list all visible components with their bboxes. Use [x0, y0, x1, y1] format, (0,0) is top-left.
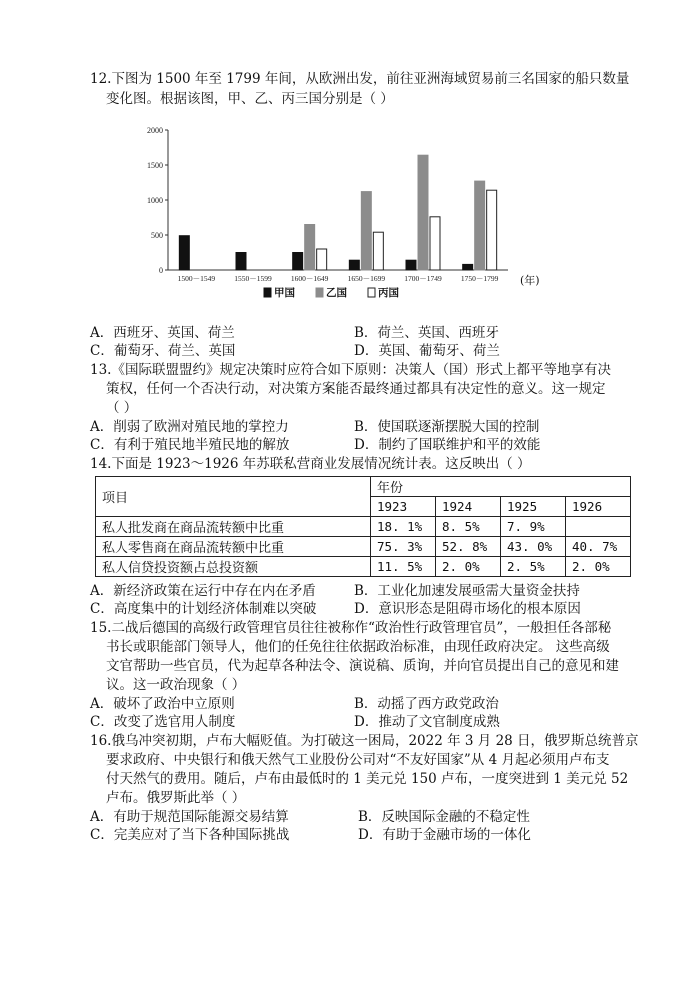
bar-甲国	[406, 260, 416, 270]
table-cell: 7. 9%	[501, 517, 566, 537]
y-tick-label: 0	[159, 266, 163, 275]
y-tick-label: 1500	[147, 161, 163, 170]
y-tick-label: 500	[151, 231, 163, 240]
q13-option-b[interactable]: B．使国联逐渐摆脱大国的控制	[354, 419, 540, 435]
x-tick-label: 1750－1799	[460, 274, 499, 283]
table-year-1923: 1923	[371, 497, 436, 517]
legend-swatch-丙国	[368, 288, 375, 297]
y-tick-label: 2000	[147, 126, 163, 135]
table-cell: 40. 7%	[566, 537, 631, 557]
bar-甲国	[463, 264, 473, 270]
q15-option-a[interactable]: A．破坏了政治中立原则	[90, 696, 235, 712]
q14-option-b[interactable]: B．工业化加速发展亟需大量资金扶持	[354, 583, 580, 599]
bar-甲国	[179, 236, 189, 270]
table-cell: 2. 5%	[501, 557, 566, 577]
q12-stem-line2: 变化图。根据该图，甲、乙、丙三国分别是（ ）	[106, 91, 394, 107]
table-cell: 18. 1%	[371, 517, 436, 537]
table-cell: 52. 8%	[436, 537, 501, 557]
bar-丙国	[487, 190, 497, 270]
bar-乙国	[418, 155, 428, 270]
x-tick-label: 1550－1599	[234, 274, 272, 283]
q15-stem-line3: 文官帮助一些官员，代为起草各种法令、演说稿、质询，并向官员提出自己的意见和建	[106, 658, 619, 674]
q16-stem-line4: 卢布。俄罗斯此举（ ）	[106, 790, 246, 806]
legend-label-甲国: 甲国	[274, 287, 295, 299]
chart-bars	[179, 155, 496, 270]
table-header-year: 年份	[371, 477, 631, 497]
q12-stem-line1: 12.下图为 1500 年至 1799 年间，从欧洲出发，前往亚洲海域贸易前三名国家的船只数量	[90, 71, 630, 87]
table-cell: 2. 0%	[566, 557, 631, 577]
x-tick-label: 1600－1649	[290, 274, 329, 283]
legend-swatch-甲国	[264, 288, 271, 297]
table-cell: 8. 5%	[436, 517, 501, 537]
q16-stem-line1: 16.俄乌冲突初期，卢布大幅贬值。为打破这一困局，2022 年 3 月 28 日，俄罗斯总统普京	[90, 733, 639, 749]
table-year-1925: 1925	[501, 497, 566, 517]
q14-stem-line1: 14.下面是 1923～1926 年苏联私营商业发展情况统计表。这反映出（ ）	[90, 456, 531, 472]
row-label: 私人零售商在商品流转额中比重	[96, 537, 371, 557]
bar-乙国	[475, 181, 485, 270]
bar-丙国	[317, 249, 327, 270]
private-commerce-table	[95, 476, 631, 577]
q15-option-b[interactable]: B．动摇了西方政党政治	[354, 696, 499, 712]
y-tick-label: 1000	[147, 196, 163, 205]
bar-丙国	[430, 217, 440, 270]
q16-option-d[interactable]: D．有助于金融市场的一体化	[358, 827, 531, 843]
q15-stem-line1: 15.二战后德国的高级行政管理官员往往被称作“政治性行政管理官员”，一般担任各部秘	[90, 620, 612, 636]
table-cell: 75. 3%	[371, 537, 436, 557]
x-tick-label: 1650－1699	[347, 274, 386, 283]
q15-stem-line4: 议。这一政治现象（ ）	[106, 677, 246, 693]
table-header-item: 项目	[96, 477, 371, 517]
q15-stem-line2: 书长或职能部门领导人，他们的任免往往依据政治标准，由现任政府决定。 这些高级	[106, 639, 610, 655]
bar-甲国	[293, 253, 303, 271]
x-axis-label: (年)	[520, 274, 540, 287]
legend-swatch-乙国	[316, 288, 323, 297]
ship-count-bar-chart	[140, 120, 540, 310]
bar-甲国	[349, 260, 359, 270]
q16-stem-line3: 付天然气的费用。随后，卢布由最低时的 1 美元兑 150 卢布，一度突进到 1 美元兑 52	[106, 771, 629, 787]
legend-label-丙国: 丙国	[378, 287, 399, 299]
row-label: 私人批发商在商品流转额中比重	[96, 517, 371, 537]
q13-stem-line1: 13.《国际联盟盟约》规定决策时应符合如下原则：决策人（国）形式上都平等地享有决	[90, 362, 611, 378]
row-label: 私人信贷投资额占总投资额	[96, 557, 371, 577]
q14-option-a[interactable]: A．新经济政策在运行中存在内在矛盾	[90, 583, 316, 599]
bar-甲国	[236, 253, 246, 271]
table-cell: 2. 0%	[436, 557, 501, 577]
table-cell	[566, 517, 631, 537]
chart-axes	[165, 130, 508, 270]
q12-option-c[interactable]: C．葡萄牙、荷兰、英国	[90, 343, 236, 359]
table-row	[96, 517, 631, 537]
q12-option-a[interactable]: A．西班牙、英国、荷兰	[90, 325, 235, 341]
legend-label-乙国: 乙国	[326, 287, 347, 299]
q13-option-c[interactable]: C．有利于殖民地半殖民地的解放	[90, 437, 290, 453]
table-cell: 43. 0%	[501, 537, 566, 557]
x-tick-label: 1700－1749	[404, 274, 442, 283]
q13-stem-line3: （ ）	[106, 400, 138, 416]
q13-option-d[interactable]: D．制约了国联维护和平的效能	[354, 437, 541, 453]
q14-option-d[interactable]: D．意识形态是阻碍市场化的根本原因	[354, 601, 581, 617]
table-year-1924: 1924	[436, 497, 501, 517]
table-row	[96, 557, 631, 577]
bar-乙国	[361, 192, 371, 270]
q16-option-a[interactable]: A．有助于规范国际能源交易结算	[90, 809, 289, 825]
table-year-1926: 1926	[566, 497, 631, 517]
q14-option-c[interactable]: C．高度集中的计划经济体制难以突破	[90, 601, 317, 617]
x-tick-label: 1500－1549	[177, 274, 216, 283]
q16-option-b[interactable]: B．反映国际金融的不稳定性	[358, 809, 530, 825]
chart-legend	[264, 286, 399, 299]
table-row	[96, 537, 631, 557]
q13-stem-line2: 策权，任何一个否决行动，对决策方案能否最终通过都具有决定性的意义。这一规定	[106, 381, 606, 397]
q16-stem-line2: 要求政府、中央银行和俄天然气工业股份公司对“不友好国家”从 4 月起必须用卢布支	[106, 752, 610, 768]
q16-option-c[interactable]: C．完美应对了当下各种国际挑战	[90, 827, 290, 843]
q12-option-d[interactable]: D．英国、葡萄牙、荷兰	[354, 343, 500, 359]
bar-丙国	[373, 232, 383, 270]
q13-option-a[interactable]: A．削弱了欧洲对殖民地的掌控力	[90, 419, 289, 435]
table-cell: 11. 5%	[371, 557, 436, 577]
bar-乙国	[305, 225, 315, 271]
q15-option-d[interactable]: D．推动了文官制度成熟	[354, 714, 500, 730]
q15-option-c[interactable]: C．改变了选官用人制度	[90, 714, 236, 730]
q12-option-b[interactable]: B．荷兰、英国、西班牙	[354, 325, 499, 341]
